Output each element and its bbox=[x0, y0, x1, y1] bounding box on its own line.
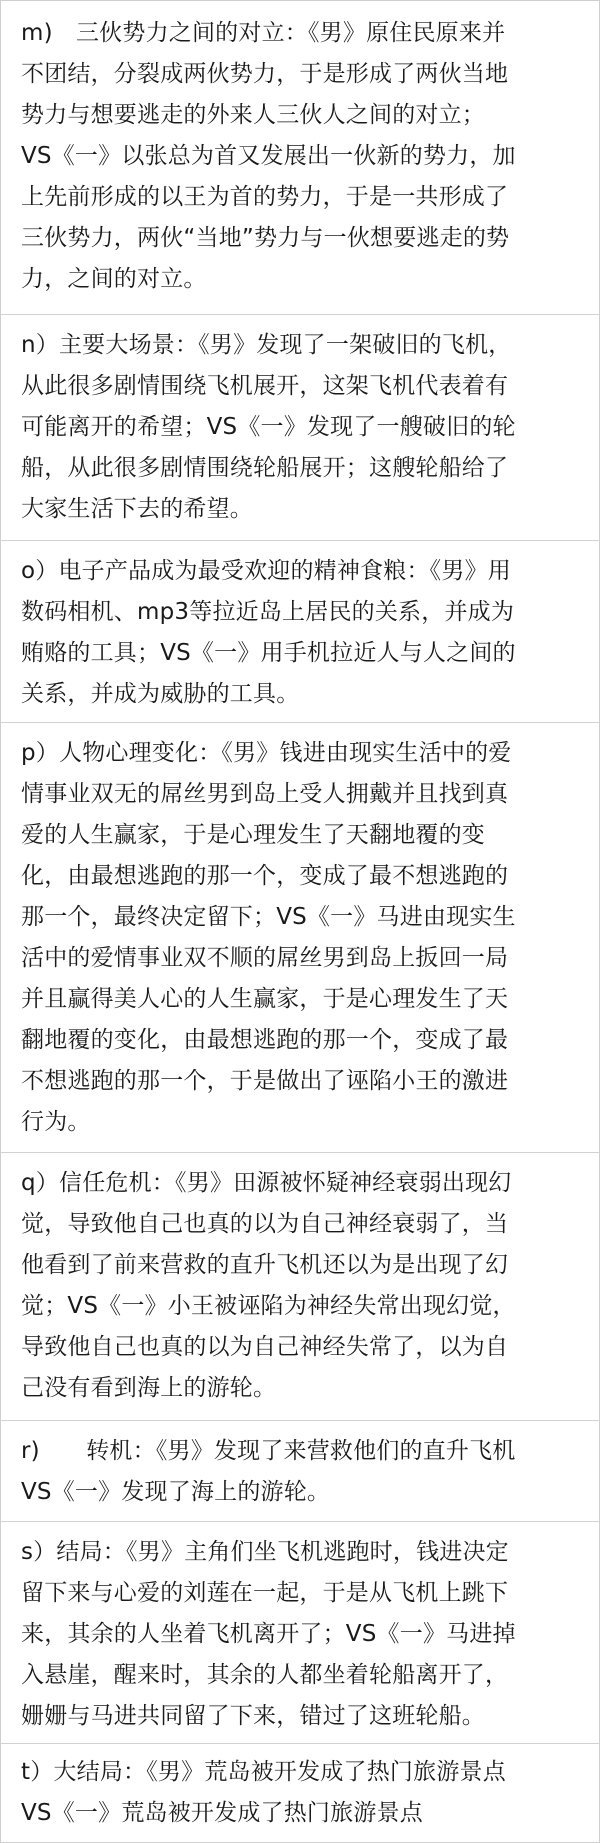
section-t bbox=[1, 1744, 599, 1842]
section-m bbox=[1, 3, 599, 315]
section-p-line-1: p）人物心理变化：《男》钱进由现实生活中的爱 bbox=[21, 740, 512, 766]
section-r bbox=[1, 1421, 599, 1522]
section-p-line-6: 活中的爱情事业双不顺的屌丝男到岛上扳回一局 bbox=[21, 945, 509, 971]
section-s-line-4: 入悬崖，醒来时，其余的人都坐着轮船离开了， bbox=[21, 1662, 509, 1688]
section-p-line-4: 化，由最想逃跑的那一个，变成了最不想逃跑的 bbox=[21, 863, 509, 889]
section-s-line-3: 来，其余的人坐着飞机离开了；VS《一》马进掉 bbox=[21, 1621, 516, 1647]
section-m-line-4: VS《一》以张总为首又发展出一伙新的势力，加 bbox=[21, 143, 516, 169]
section-p-line-3: 爱的人生赢家，于是心理发生了天翻地覆的变 bbox=[21, 822, 485, 848]
section-t-line-2: VS《一》荒岛被开发成了热门旅游景点 bbox=[21, 1800, 423, 1826]
section-p-line-10: 行为。 bbox=[21, 1109, 91, 1135]
section-m-line-7: 力，之间的对立。 bbox=[21, 266, 207, 292]
section-p-line-2: 情事业双无的屌丝男到岛上受人拥戴并且找到真 bbox=[21, 781, 509, 807]
section-r-line-2: VS《一》发现了海上的游轮。 bbox=[21, 1479, 331, 1505]
section-p-line-5: 那一个，最终决定留下；VS《一》马进由现实生 bbox=[21, 904, 516, 930]
section-n-line-2: 从此很多剧情围绕飞机展开，这架飞机代表着有 bbox=[21, 373, 509, 399]
section-r-line-1: r) 转机：《男》发现了来营救他们的直升飞机 bbox=[21, 1438, 516, 1464]
section-m-line-3: 势力与想要逃走的外来人三伙人之间的对立； bbox=[21, 102, 485, 128]
section-q-line-1: q）信任危机：《男》田源被怀疑神经衰弱出现幻 bbox=[21, 1170, 512, 1196]
section-s bbox=[1, 1522, 599, 1744]
section-o-line-4: 关系，并成为威胁的工具。 bbox=[21, 681, 300, 707]
section-p-line-8: 翻地覆的变化，由最想逃跑的那一个，变成了最 bbox=[21, 1027, 509, 1053]
section-o bbox=[1, 541, 599, 723]
section-m-line-2: 不团结，分裂成两伙势力，于是形成了两伙当地 bbox=[21, 61, 509, 87]
section-o-line-1: o）电子产品成为最受欢迎的精神食粮：《男》用 bbox=[21, 558, 511, 584]
section-n-line-3: 可能离开的希望；VS《一》发现了一艘破旧的轮 bbox=[21, 414, 516, 440]
section-o-line-3: 贿赂的工具；VS《一》用手机拉近人与人之间的 bbox=[21, 640, 516, 666]
section-p bbox=[1, 723, 599, 1153]
section-m-line-5: 上先前形成的以王为首的势力，于是一共形成了 bbox=[21, 184, 509, 210]
section-m-line-1: m) 三伙势力之间的对立：《男》原住民原来并 bbox=[21, 20, 506, 46]
section-p-line-7: 并且赢得美人心的人生赢家，于是心理发生了天 bbox=[21, 986, 509, 1012]
section-q-line-4: 觉；VS《一》小王被诬陷为神经失常出现幻觉， bbox=[21, 1293, 516, 1319]
section-n-line-4: 船，从此很多剧情围绕轮船展开；这艘轮船给了 bbox=[21, 455, 509, 481]
section-q-line-6: 己没有看到海上的游轮。 bbox=[21, 1375, 277, 1401]
section-n bbox=[1, 315, 599, 541]
section-s-line-1: s）结局：《男》主角们坐飞机逃跑时，钱进决定 bbox=[21, 1539, 509, 1565]
section-s-line-2: 留下来与心爱的刘莲在一起，于是从飞机上跳下 bbox=[21, 1580, 509, 1606]
section-q-line-5: 导致他自己也真的以为自己神经失常了，以为自 bbox=[21, 1334, 509, 1360]
section-o-line-2: 数码相机、mp3等拉近岛上居民的关系，并成为 bbox=[21, 599, 515, 625]
section-p-line-9: 不想逃跑的那一个，于是做出了诬陷小王的激进 bbox=[21, 1068, 509, 1094]
section-q-line-2: 觉，导致他自己也真的以为自己神经衰弱了，当 bbox=[21, 1211, 509, 1237]
section-m-line-6: 三伙势力，两伙“当地”势力与一伙想要逃走的势 bbox=[21, 225, 510, 251]
section-n-line-5: 大家生活下去的希望。 bbox=[21, 496, 253, 522]
section-q bbox=[1, 1153, 599, 1421]
section-t-line-1: t）大结局：《男》荒岛被开发成了热门旅游景点 bbox=[21, 1759, 506, 1785]
section-n-line-1: n）主要大场景：《男》发现了一架破旧的飞机， bbox=[21, 332, 512, 358]
section-s-line-5: 姗姗与马进共同留了下来，错过了这班轮船。 bbox=[21, 1703, 485, 1729]
section-q-line-3: 他看到了前来营救的直升飞机还以为是出现了幻 bbox=[21, 1252, 509, 1278]
